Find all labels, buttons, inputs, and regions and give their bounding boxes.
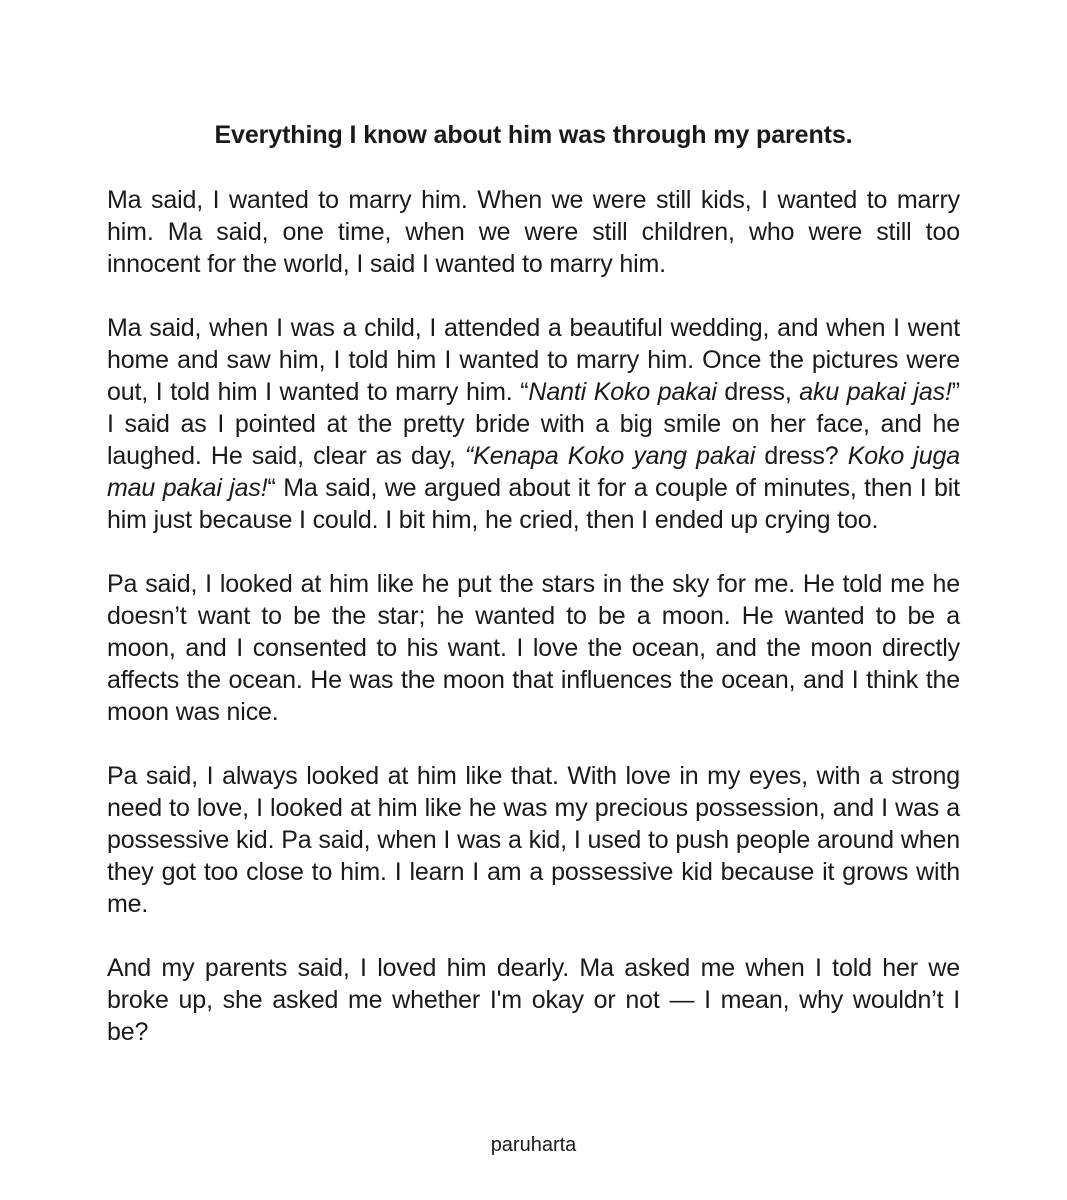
paragraph-list <box>107 184 960 1048</box>
italic-text: aku pakai jas! <box>799 378 952 406</box>
text-segment: dress? <box>755 442 848 470</box>
text-segment: Ma said, I wanted to marry him. When we were still kids, I wanted to marry him. Ma said, one time, when we were still children, who were still too innocent for the world, I said I wanted to marry him. <box>107 186 960 278</box>
author-signature: paruharta <box>490 1134 577 1156</box>
paragraph <box>107 184 960 280</box>
text-segment: ” I said as I pointed at the pretty bride with a big smile on her face, and he laughed. He said, clear as day, <box>107 378 960 470</box>
text-segment: And my parents said, I loved him dearly. Ma asked me when I told her we broke up, she asked me whether I'm okay or not — I mean, why wouldn’t I be? <box>107 954 960 1046</box>
page-title: Everything I know about him was through my parents. <box>214 121 853 149</box>
text-segment: Ma said, when I was a child, I attended a beautiful wedding, and when I went home and saw him, I told him I wanted to marry him. Once the pictures were out, I told him I wanted to marry him. “ <box>107 314 960 406</box>
italic-text: Koko juga mau pakai jas! <box>107 442 960 502</box>
italic-text: Nanti Koko pakai <box>528 378 717 406</box>
text-segment: “ Ma said, we argued about it for a couple of minutes, then I bit him just because I could. I bit him, he cried, then I ended up crying too. <box>107 474 960 534</box>
text-segment: Pa said, I always looked at him like that. With love in my eyes, with a strong need to love, I looked at him like he was my precious possession, and I was a possessive kid. Pa said, when I was a kid, I used to push people around when they got too close to him. I learn I am a possessive kid because it grows with me. <box>107 762 960 918</box>
italic-text: “Kenapa Koko yang pakai <box>465 442 756 470</box>
paragraph <box>107 568 960 728</box>
paragraph <box>107 312 960 536</box>
document-body <box>107 118 960 1080</box>
paragraph <box>107 952 960 1048</box>
paragraph <box>107 760 960 920</box>
text-segment: Pa said, I looked at him like he put the stars in the sky for me. He told me he doesn’t want to be the star; he wanted to be a moon. He wanted to be a moon, and I consented to his want. I love the ocean, and the moon directly affects the ocean. He was the moon that influences the ocean, and I think the moon was nice. <box>107 570 960 726</box>
text-segment: dress, <box>716 378 800 406</box>
